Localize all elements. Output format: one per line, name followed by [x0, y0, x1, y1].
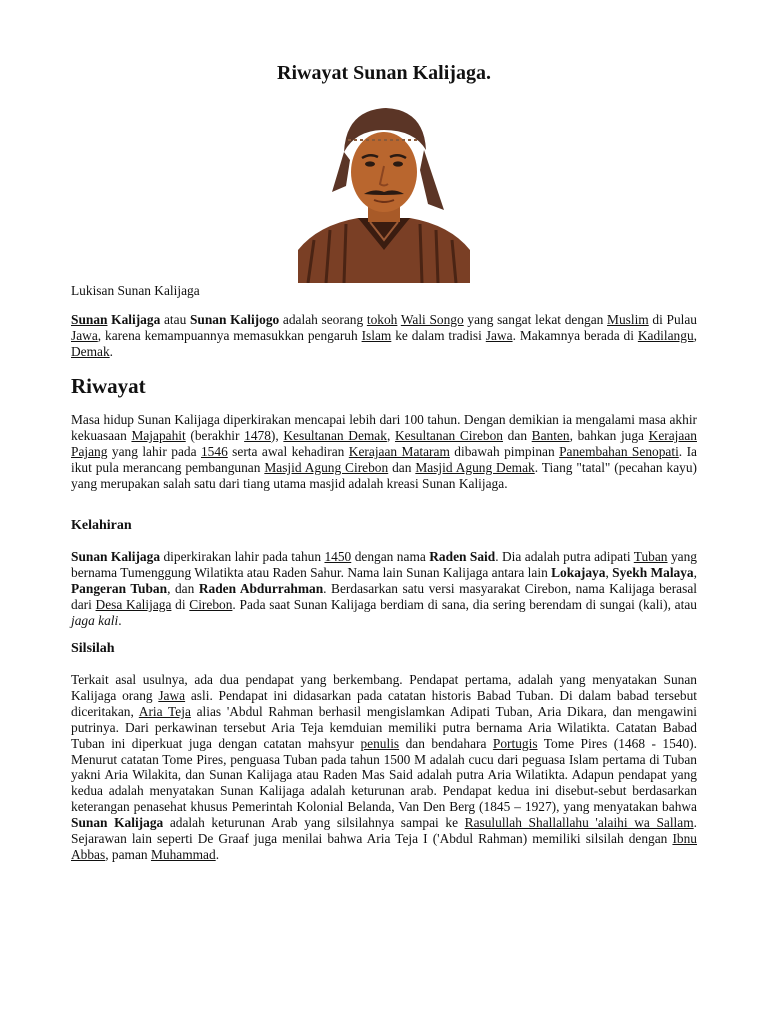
link-kerajaan-mataram[interactable]: Kerajaan Mataram: [348, 443, 450, 459]
riwayat-paragraph: Masa hidup Sunan Kalijaga diperkirakan mencapai lebih dari 100 tahun. Dengan demikian ia mengalami masa akhir kekuasaan Majapahit (berakhir 1478), Kesultanan Demak, Kesultanan Cirebon dan Banten, bahkan juga Kerajaan Pajang yang lahir pada 1546 serta awal kehadiran Kerajaan Mataram dibawah pimpinan Panembahan Senopati. Ia ikut pula merancang pembangunan Masjid Agung Cirebon dan Masjid Agung Demak. Tiang "tatal" (pecahan kayu) yang merupakan salah satu dari tiang utama masjid adalah kreasi Sunan Kalijaga.: [71, 412, 697, 491]
page-title: Riwayat Sunan Kalijaga.: [277, 62, 491, 84]
link-jawa-3[interactable]: Jawa: [158, 687, 186, 703]
link-masjid-agung-cirebon[interactable]: Masjid Agung Cirebon: [264, 459, 389, 475]
link-muslim[interactable]: Muslim: [607, 312, 649, 327]
link-banten[interactable]: Banten: [531, 427, 570, 443]
link-aria-teja[interactable]: Aria Teja: [138, 703, 191, 719]
link-demak[interactable]: Demak: [71, 343, 110, 359]
link-islam[interactable]: Islam: [361, 327, 392, 343]
portrait-image: [298, 100, 470, 283]
link-tokoh[interactable]: tokoh: [366, 312, 398, 327]
link-1478[interactable]: 1478: [244, 427, 271, 443]
link-rasulullah[interactable]: Rasulullah Shallallahu 'alaihi wa Sallam: [464, 815, 694, 831]
link-sunan[interactable]: Sunan: [71, 312, 108, 327]
link-majapahit[interactable]: Majapahit: [131, 427, 186, 443]
link-portugis[interactable]: Portugis: [492, 735, 538, 751]
link-kadilangu[interactable]: Kadilangu: [637, 327, 694, 343]
link-desa-kalijaga[interactable]: Desa Kalijaga: [95, 596, 172, 612]
link-penulis[interactable]: penulis: [360, 735, 400, 751]
link-panembahan-senopati[interactable]: Panembahan Senopati: [559, 443, 679, 459]
link-jawa-2[interactable]: Jawa: [485, 327, 513, 343]
portrait-face: [351, 132, 417, 212]
silsilah-paragraph: Terkait asal usulnya, ada dua pendapat yang berkembang. Pendapat pertama, adalah yang menyatakan Sunan Kalijaga orang Jawa asli. Pendapat ini didasarkan pada catatan historis Babad Tuban. Di dalam babad tersebut diceritakan, Aria Teja alias 'Abdul Rahman berhasil mengislamkan Adipati Tuban, Aria Dikara, dan mengawini putrinya. Dari perkawinan tersebut Aria Teja kemduian memiliki putra bernama Aria Wilatikta. Catatan Babad Tuban ini diperkuat juga dengan catatan mahsyur penulis dan bendahara Portugis Tome Pires (1468 - 1540). Menurut catatan Tome Pires, penguasa Tuban pada tahun 1500 M adalah cucu dari peguasa Islam pertama di Tuban yakni Aria Wilakita, dan Sunan Kalijaga atau Raden Mas Said adalah putra Aria Wilatikta. Adapun pendapat yang kedua adalah menyatakan Sunan Kalijaga adalah keturunan arab. Pendapat kedua ini disebut-sebut berdasarkan keterangan penasehat khusus Pemerintah Kolonial Belanda, Van Den Berg (1845 – 1927), yang menyatakan bahwa Sunan Kalijaga adalah keturunan Arab yang silsilahnya sampai ke Rasulullah Shallallahu 'alaihi wa Sallam. Sejarawan lain seperti De Graaf juga menilai bahwa Aria Teja I ('Abdul Rahman) memiliki silsilah dengan Ibnu Abbas, paman Muhammad.: [71, 672, 698, 862]
link-1450[interactable]: 1450: [324, 549, 352, 564]
heading-kelahiran: Kelahiran: [71, 518, 132, 533]
link-ibnu-abbas[interactable]: Ibnu Abbas: [71, 831, 697, 862]
link-cirebon[interactable]: Cirebon: [189, 596, 233, 612]
heading-riwayat: Riwayat: [71, 374, 146, 398]
heading-silsilah: Silsilah: [71, 641, 115, 656]
kelahiran-paragraph: Sunan Kalijaga diperkirakan lahir pada tahun 1450 dengan nama Raden Said. Dia adalah putra adipati Tuban yang bernama Tumenggung Wilatikta atau Raden Sahur. Nama lain Sunan Kalijaga antara lain Lokajaya, Syekh Malaya, Pangeran Tuban, dan Raden Abdurrahman. Berdasarkan satu versi masyarakat Cirebon, nama Kalijaga berasal dari Desa Kalijaga di Cirebon. Pada saat Sunan Kalijaga berdiam di sana, dia sering berendam di sungai (kali), atau jaga kali.: [71, 549, 697, 628]
link-jawa[interactable]: Jawa: [71, 327, 98, 343]
link-muhammad[interactable]: Muhammad: [150, 846, 216, 862]
image-caption: Lukisan Sunan Kalijaga: [71, 283, 200, 298]
link-kerajaan-pajang[interactable]: Kerajaan Pajang: [71, 427, 697, 459]
link-kesultanan-cirebon[interactable]: Kesultanan Cirebon: [394, 427, 504, 443]
link-tuban[interactable]: Tuban: [633, 549, 668, 564]
intro-paragraph: Sunan Kalijaga atau Sunan Kalijogo adalah seorang tokoh Wali Songo yang sangat lekat dengan Muslim di Pulau Jawa, karena kemampuannya memasukkan pengaruh Islam ke dalam tradisi Jawa. Makamnya berada di Kadilangu, Demak.: [71, 312, 697, 359]
link-masjid-agung-demak[interactable]: Masjid Agung Demak: [415, 459, 535, 475]
link-1546[interactable]: 1546: [200, 443, 228, 459]
link-kesultanan-demak[interactable]: Kesultanan Demak: [283, 427, 387, 443]
link-wali-songo[interactable]: Wali Songo: [400, 312, 464, 327]
